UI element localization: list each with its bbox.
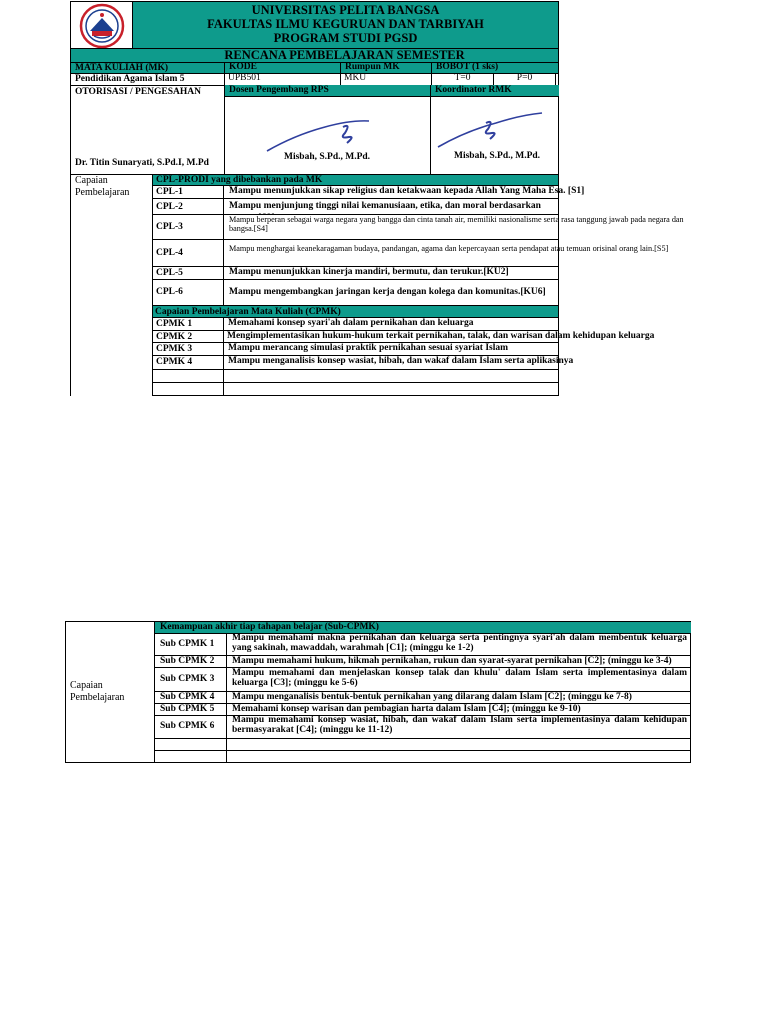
sub-cpmk-code: Sub CPMK 5 bbox=[155, 703, 227, 715]
cpmk-code: CPMK 4 bbox=[153, 355, 224, 369]
cpl-code: CPL-3 bbox=[153, 214, 224, 239]
cpl-text: Mampu menunjukkan sikap religius dan ketakwaan kepada Allah Yang Maha Esa. [S1] bbox=[229, 186, 585, 196]
cpl-row-2 bbox=[152, 198, 559, 215]
sub-cpmk-empty-row-2 bbox=[155, 750, 691, 762]
cpmk-code: CPMK 2 bbox=[153, 330, 224, 342]
course-bobot-p: P=0 bbox=[493, 73, 555, 85]
cpl-text: Mampu menghargai keanekaragaman budaya, pandangan, agama dan kepercayaan serta pendapat atau temuan orisinal orang lain.[S5] bbox=[229, 244, 669, 253]
cpl-code: CPL-1 bbox=[153, 185, 224, 198]
sub-cpmk-code: Sub CPMK 6 bbox=[155, 715, 227, 738]
sub-cpmk-header: Kemampuan akhir tiap tahapan belajar (Sub-CPMK) bbox=[155, 622, 691, 634]
sub-cpmk-text: Mampu memahami hukum, hikmah pernikahan, rukun dan syarat-syarat pernikahan [C2]; (minggu ke 3-4) bbox=[232, 656, 672, 666]
sub-cpmk-code: Sub CPMK 3 bbox=[155, 667, 227, 691]
koordinator-label: Koordinator RMK bbox=[431, 85, 559, 97]
cpmk-code: CPMK 3 bbox=[153, 342, 224, 355]
bobot-spacer bbox=[555, 73, 559, 85]
cpmk-text: Mampu menganalisis konsep wasiat, hibah, dan wakaf dalam Islam serta aplikasinya bbox=[228, 356, 574, 366]
signature-koordinator-icon bbox=[436, 103, 546, 153]
cpl-text: Mampu mengembangkan jaringan kerja dengan kolega dan komunitas.[KU6] bbox=[229, 287, 546, 297]
capaian-label: Capaian Pembelajaran bbox=[75, 175, 130, 198]
cpl-code: CPL-2 bbox=[153, 198, 224, 214]
sub-capaian-label: Capaian Pembelajaran bbox=[70, 680, 125, 703]
cpl-code: CPL-5 bbox=[153, 266, 224, 279]
cpmk-row-4 bbox=[152, 355, 574, 370]
sub-cpmk-text: Mampu memahami makna pernikahan dan keluarga serta pentingnya syari'ah dalam membentuk keluarga yang sakinah, mawaddah, warahmah [C1]; (minggu ke 1-2) bbox=[232, 633, 687, 653]
col-rumpun: Rumpun MK bbox=[340, 62, 431, 74]
cpmk-header: Capaian Pembelajaran Mata Kuliah (CPMK) bbox=[152, 305, 559, 318]
cpl-text: Mampu menunjukkan kinerja mandiri, bermutu, dan terukur.[KU2] bbox=[229, 267, 509, 277]
col-mata-kuliah: MATA KULIAH (MK) bbox=[75, 63, 169, 73]
cpmk-text: Mengimplementasikan hukum-hukum terkait pernikahan, talak, dan warisan dalam kehidupan keluarga bbox=[227, 331, 655, 341]
koordinator-name: Misbah, S.Pd., M.Pd. bbox=[454, 151, 541, 161]
col-bobot: BOBOT (1 sks) bbox=[431, 62, 559, 74]
sub-cpmk-text: Mampu memahami dan menjelaskan konsep talak dan khulu' dalam Islam serta implementasinya dalam keluarga [C3]; (minggu ke 5-6) bbox=[232, 668, 687, 688]
sub-cpmk-code: Sub CPMK 1 bbox=[155, 633, 227, 655]
dosen-cell bbox=[224, 85, 430, 174]
program-name: PROGRAM STUDI PGSD bbox=[273, 31, 418, 45]
cpl-code: CPL-6 bbox=[153, 279, 224, 305]
sub-cpmk-text: Mampu menganalisis bentuk-bentuk pernikahan yang dilarang dalam Islam [C2]; (minggu ke 7-8) bbox=[232, 692, 632, 702]
cpl-text: Mampu menjunjung tinggi nilai kemanusiaan, etika, dan moral berdasarkan bbox=[229, 201, 541, 211]
sub-cpmk-row-6 bbox=[155, 715, 691, 739]
dosen-name: Misbah, S.Pd., M.Pd. bbox=[284, 152, 371, 162]
cpl-row-6 bbox=[152, 279, 559, 306]
doc-title: RENCANA PEMBELAJARAN SEMESTER bbox=[224, 48, 465, 62]
kaprodi-name: Dr. Titin Sunaryati, S.Pd.I, M.Pd bbox=[75, 158, 209, 168]
empty-code-cell bbox=[153, 369, 224, 382]
header-banner bbox=[132, 1, 559, 49]
university-logo-icon bbox=[72, 3, 132, 49]
empty-code-cell bbox=[153, 382, 224, 395]
cpl-row-1 bbox=[152, 185, 585, 199]
otorisasi-label: OTORISASI / PENGESAHAN bbox=[75, 87, 201, 97]
empty-code-cell bbox=[155, 750, 227, 762]
cpmk-code: CPMK 1 bbox=[153, 317, 224, 330]
signature-dosen-icon bbox=[265, 105, 375, 155]
empty-code-cell bbox=[155, 738, 227, 750]
otorisasi-block bbox=[70, 85, 559, 175]
university-name: UNIVERSITAS PELITA BANGSA bbox=[251, 3, 440, 17]
course-rumpun: MKU bbox=[340, 73, 431, 85]
sub-cpmk-text: Mampu memahami konsep wasiat, hibah, dan wakaf dalam Islam serta implementasinya dalam kehidupan bermasyarakat [C4]; (minggu ke 11-12) bbox=[232, 715, 687, 735]
cpmk-text: Mampu merancang simulasi praktik pernikahan sesuai syariat Islam bbox=[228, 343, 509, 353]
sub-cpmk-table bbox=[65, 621, 691, 763]
dosen-label: Dosen Pengembang RPS bbox=[225, 85, 430, 97]
col-kode: KODE bbox=[224, 62, 340, 74]
faculty-name: FAKULTAS ILMU KEGURUAN DAN TARBIYAH bbox=[207, 17, 484, 31]
cpmk-row-3 bbox=[152, 342, 559, 356]
capaian-left-border bbox=[70, 174, 71, 396]
sub-cpmk-code: Sub CPMK 2 bbox=[155, 655, 227, 667]
cpl-row-3 bbox=[152, 214, 684, 240]
logo-cell bbox=[70, 1, 133, 49]
sub-cpmk-right bbox=[154, 622, 691, 762]
cpmk-empty-row-1 bbox=[152, 369, 559, 383]
sub-cpmk-row-3 bbox=[155, 667, 691, 692]
koordinator-cell bbox=[430, 85, 559, 174]
cpl-row-5 bbox=[152, 266, 559, 280]
cpl-text: Mampu berperan sebagai warga negara yang bangga dan cinta tanah air, memiliki nasionalisme serta rasa tanggung jawab pada negara dan bangsa.[S4] bbox=[229, 215, 684, 233]
doc-title-bar bbox=[70, 48, 559, 63]
cpmk-empty-row-2 bbox=[152, 382, 559, 396]
sub-cpmk-code: Sub CPMK 4 bbox=[155, 691, 227, 703]
cpmk-row-1 bbox=[152, 317, 559, 331]
sub-cpmk-text: Memahami konsep warisan dan pembagian harta dalam Islam [C4]; (minggu ke 9-10) bbox=[232, 704, 581, 714]
cpl-code: CPL-4 bbox=[153, 239, 224, 266]
course-kode: UPB501 bbox=[224, 73, 340, 85]
course-name: Pendidikan Agama Islam 5 bbox=[75, 74, 185, 84]
cpl-row-4 bbox=[152, 239, 669, 267]
cpl-header: CPL-PRODI yang dibebankan pada MK bbox=[152, 174, 559, 186]
course-bobot-t: T=0 bbox=[431, 73, 493, 85]
sub-cpmk-row-1 bbox=[155, 633, 691, 656]
cpmk-text: Memahami konsep syari'ah dalam pernikahan dan keluarga bbox=[228, 318, 474, 328]
